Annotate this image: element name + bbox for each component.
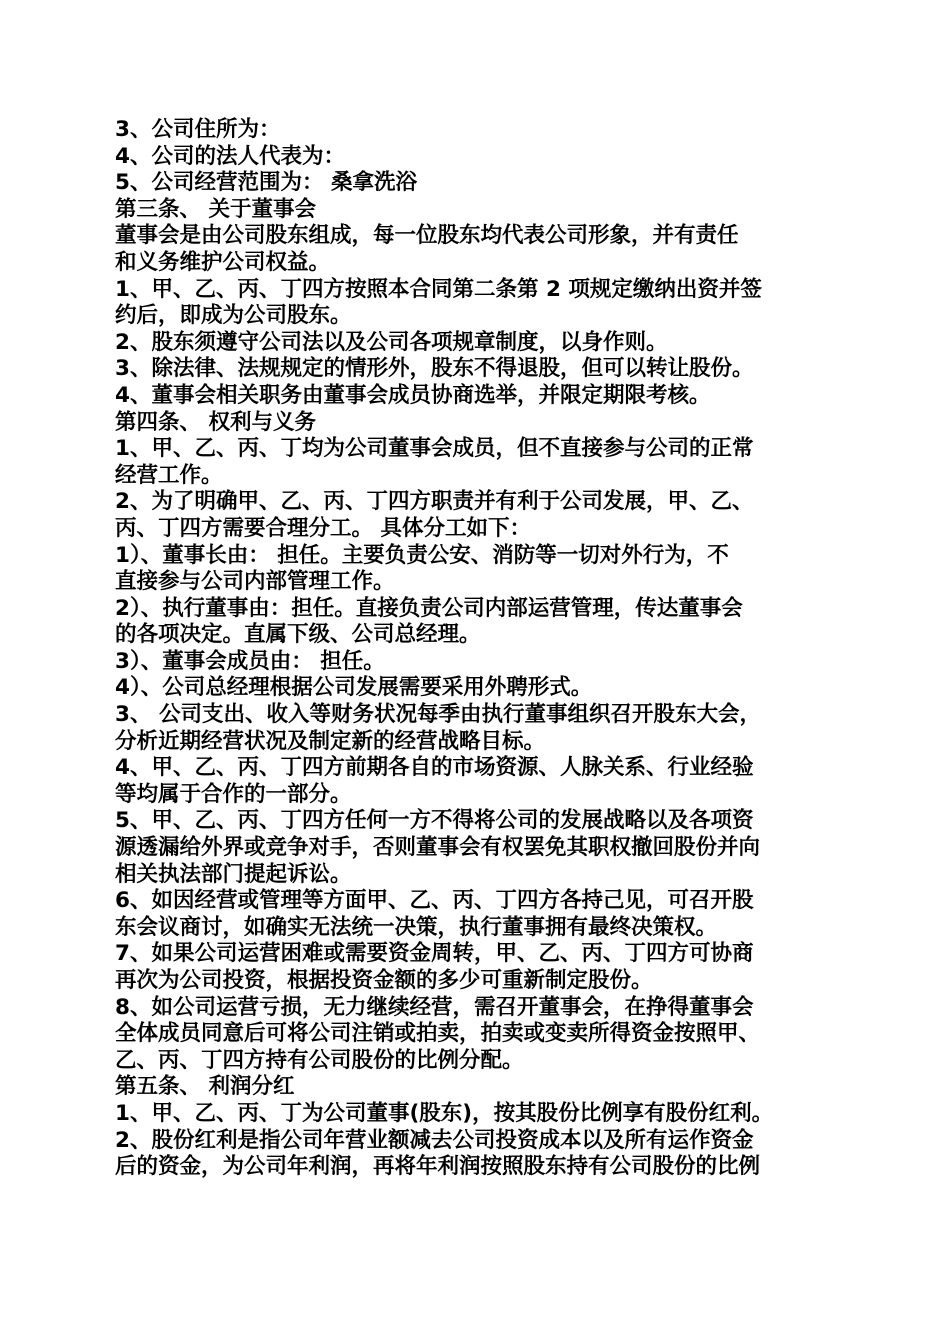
clause-business-scope: 5、公司经营范围为： 桑拿洗浴	[115, 170, 417, 196]
article-4-sub-2-line-1: 2）、执行董事由：担任。直接负责公司内部运营管理，传达董事会	[115, 595, 743, 621]
clause-address: 3、公司住所为：	[115, 117, 281, 142]
article-3-item-4: 4、董事会相关职务由董事会成员协商选举，并限定期限考核。	[115, 382, 711, 408]
article-4-sub-1-line-1: 1）、董事长由： 担任。主要负责公安、消防等一切对外行为，不	[115, 542, 729, 568]
article-3-item-3: 3、除法律、法规规定的情形外，股东不得退股，但可以转让股份。	[115, 356, 754, 382]
article-4-item-5-line-1: 5、甲、乙、丙、丁四方任何一方不得将公司的发展战略以及各项资	[115, 808, 754, 834]
article-4-item-3-line-2: 分析近期经营状况及制定新的经营战略目标。	[115, 728, 546, 754]
article-4-item-4-line-1: 4、甲、乙、丙、丁四方前期各自的市场资源、人脉关系、行业经验	[115, 755, 754, 781]
article-4-item-6-line-2: 东会议商讨，如确实无法统一决策，执行董事拥有最终决策权。	[115, 914, 718, 940]
article-4-item-6-line-1: 6、如因经营或管理等方面甲、乙、丙、丁四方各持己见，可召开股	[115, 888, 754, 914]
article-4-item-1-line-1: 1、甲、乙、丙、丁均为公司董事会成员，但不直接参与公司的正常	[115, 436, 754, 462]
article-4-item-2-line-2: 丙、丁四方需要合理分工。 具体分工如下：	[115, 515, 531, 541]
article-4-item-5-line-2: 源透漏给外界或竞争对手，否则董事会有权罢免其职权撤回股份并向	[115, 835, 761, 861]
article-5-item-2-line-1: 2、股份红利是指公司年营业额减去公司投资成本以及所有运作资金	[115, 1127, 754, 1153]
article-4-item-8-line-2: 全体成员同意后可将公司注销或拍卖，拍卖或变卖所得资金按照甲、	[115, 1021, 761, 1047]
article-4-item-5-line-3: 相关执法部门提起诉讼。	[115, 861, 352, 887]
article-4-sub-1-line-2: 直接参与公司内部管理工作。	[115, 569, 395, 595]
article-3-intro-line-1: 董事会是由公司股东组成，每一位股东均代表公司形象，并有责任	[115, 223, 739, 249]
article-3-item-1-line-1: 1、甲、乙、丙、丁四方按照本合同第二条第 2 项规定缴纳出资并签	[115, 276, 762, 302]
article-4-item-8-line-3: 乙、丙、丁四方持有公司股份的比例分配。	[115, 1047, 524, 1073]
clause-legal-representative: 4、公司的法人代表为：	[115, 143, 345, 169]
article-4-sub-2-line-2: 的各项决定。直属下级、公司总经理。	[115, 622, 481, 648]
article-4-item-7-line-1: 7、如果公司运营困难或需要资金周转，甲、乙、丙、丁四方可协商	[115, 941, 754, 967]
article-4-sub-4: 4）、公司总经理根据公司发展需要采用外聘形式。	[115, 675, 593, 701]
article-4-item-3-line-1: 3、 公司支出、收入等财务状况每季由执行董事组织召开股东大会，	[115, 702, 761, 728]
article-4-item-2-line-1: 2、为了明确甲、乙、丙、丁四方职责并有利于公司发展，甲、乙、	[115, 489, 754, 515]
article-4-heading: 第四条、 权利与义务	[115, 409, 316, 435]
article-4-item-1-line-2: 经营工作。	[115, 462, 223, 488]
article-5-item-1: 1、甲、乙、丙、丁为公司董事(股东)，按其股份比例享有股份红利。	[115, 1100, 774, 1126]
document-page	[115, 117, 840, 1181]
article-4-item-7-line-2: 再次为公司投资，根据投资金额的多少可重新制定股份。	[115, 968, 653, 993]
article-5-item-2-line-2: 后的资金，为公司年利润，再将年利润按照股东持有公司股份的比例	[115, 1154, 761, 1180]
article-5-heading: 第五条、 利润分红	[115, 1074, 295, 1100]
article-3-heading: 第三条、 关于董事会	[115, 196, 316, 222]
article-4-sub-3: 3）、董事会成员由： 担任。	[115, 648, 385, 674]
article-3-intro-line-2: 和义务维护公司权益。	[115, 249, 331, 275]
article-4-item-4-line-2: 等均属于合作的一部分。	[115, 781, 352, 807]
article-4-item-8-line-1: 8、如公司运营亏损，无力继续经营，需召开董事会，在挣得董事会	[115, 994, 754, 1020]
article-3-item-2: 2、股东须遵守公司法以及公司各项规章制度，以身作则。	[115, 329, 668, 355]
article-3-item-1-line-2: 约后，即成为公司股东。	[115, 303, 352, 329]
